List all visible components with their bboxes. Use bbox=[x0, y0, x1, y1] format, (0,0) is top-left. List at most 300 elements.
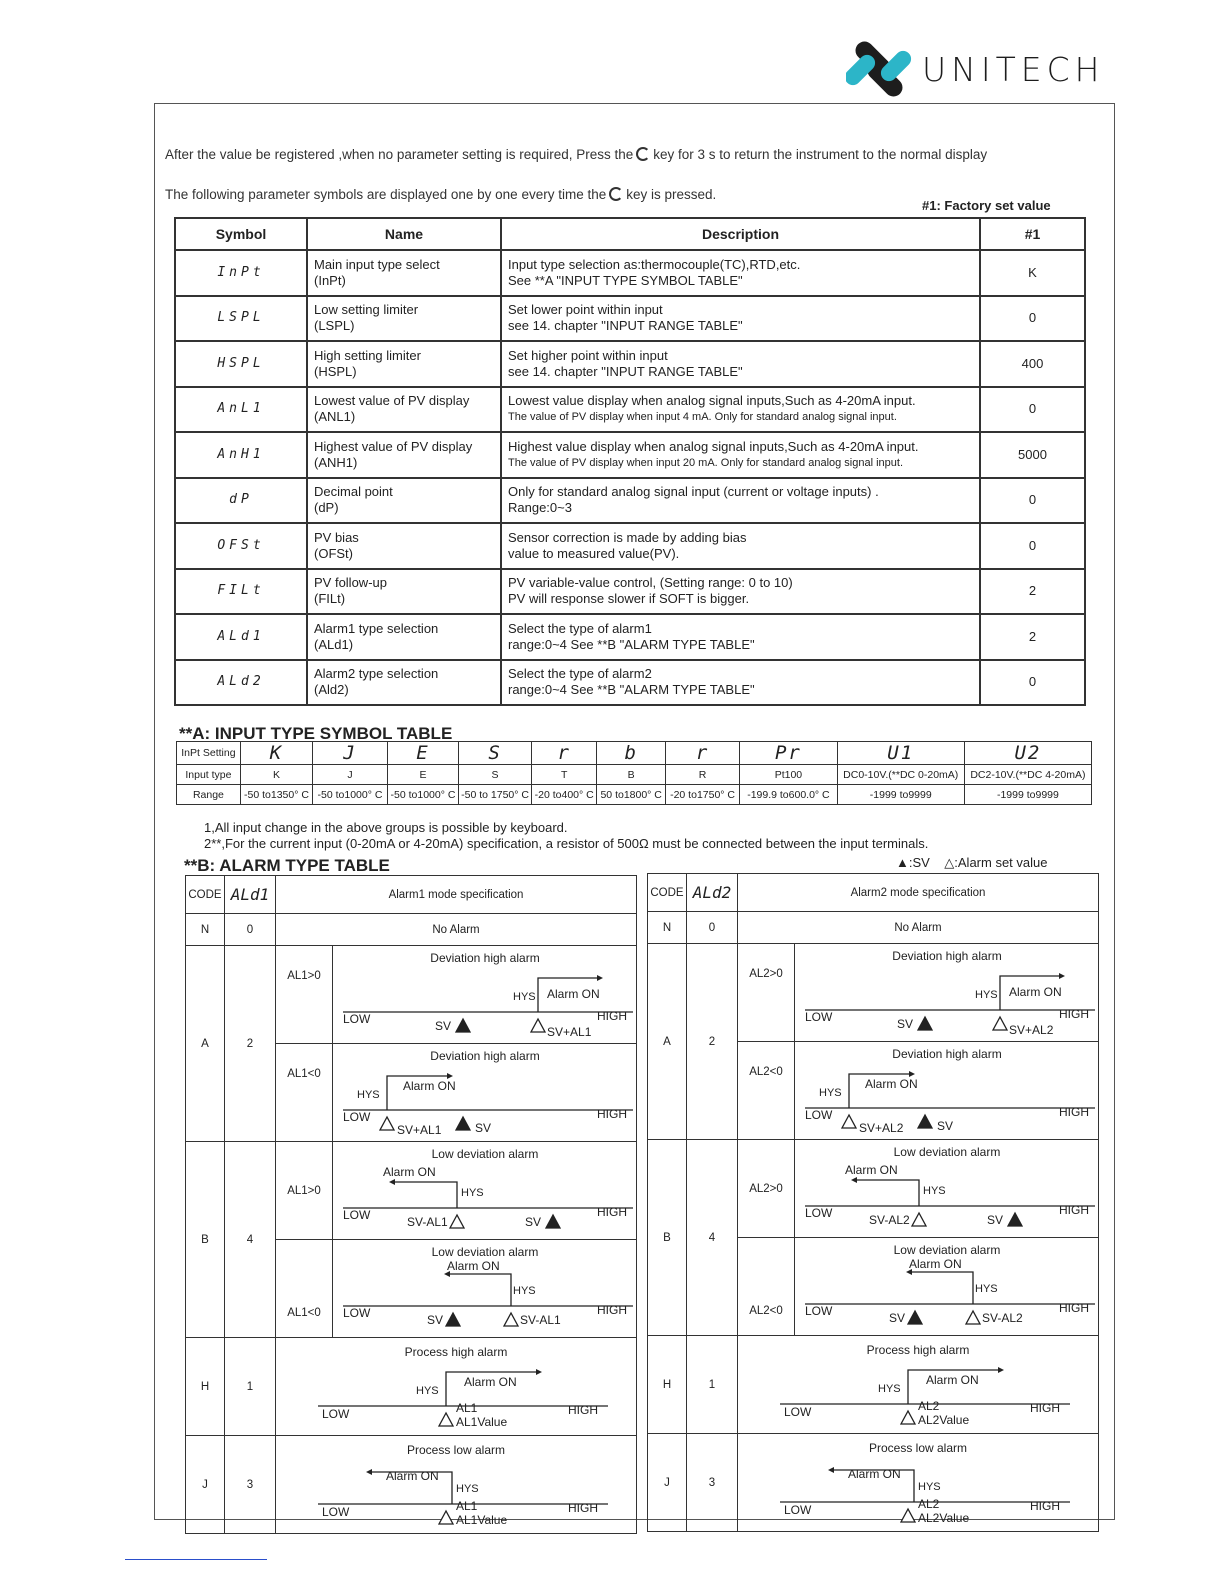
diagram-cell bbox=[795, 1238, 1099, 1336]
input-cell: -20 to400° C bbox=[531, 785, 596, 805]
diagram-label: LOW bbox=[342, 1110, 370, 1124]
input-cell: Pt100 bbox=[740, 765, 838, 785]
diagram-label: HYS bbox=[918, 1481, 941, 1493]
diagram-label: HIGH bbox=[1058, 1203, 1089, 1217]
description-cell bbox=[501, 387, 980, 433]
diagram-cell bbox=[333, 1240, 637, 1338]
alarm-marker-icon bbox=[450, 1215, 464, 1228]
condition-cell: AL1<0 bbox=[276, 1044, 333, 1142]
condition-cell: AL2>0 bbox=[738, 944, 795, 1042]
input-cell: r bbox=[531, 742, 596, 765]
diagram-label: Alarm ON bbox=[1008, 985, 1062, 999]
condition-cell: AL1>0 bbox=[276, 1142, 333, 1240]
input-cell: DC0-10V.(**DC 0-20mA) bbox=[837, 765, 964, 785]
col-header: #1 bbox=[980, 218, 1085, 250]
table-row bbox=[175, 569, 1085, 615]
diagram-label: HYS bbox=[456, 1483, 479, 1495]
diagram-cell bbox=[738, 1434, 1099, 1532]
symbol-cell: ALd2 bbox=[175, 660, 307, 706]
symbol-cell: dP bbox=[175, 478, 307, 524]
alarm-marker-icon bbox=[842, 1115, 856, 1128]
table-header-row bbox=[175, 218, 1085, 250]
sv-marker-icon bbox=[456, 1019, 470, 1032]
deviation-alarm-diagram bbox=[797, 1042, 1097, 1136]
code-cell: A bbox=[186, 946, 225, 1142]
sv-marker-icon bbox=[446, 1313, 460, 1326]
name-line: PV bias bbox=[314, 529, 359, 545]
name-line: Main input type select bbox=[314, 256, 440, 272]
alarm-marker-icon bbox=[993, 1017, 1007, 1030]
diagram-label: Process low alarm bbox=[406, 1443, 506, 1457]
condition-cell: AL2<0 bbox=[738, 1238, 795, 1336]
input-table-row bbox=[177, 765, 1092, 785]
intro-text: key is pressed. bbox=[626, 187, 717, 202]
description-line: range:0~4 See **B "ALARM TYPE TABLE" bbox=[508, 636, 755, 652]
description-line: PV will response slower if SOFT is bigger. bbox=[508, 591, 750, 607]
name-cell bbox=[307, 614, 501, 660]
input-cell: S bbox=[459, 742, 532, 765]
diagram-label: Alarm ON bbox=[402, 1079, 456, 1093]
diagram-label: AL2Value bbox=[918, 1511, 970, 1525]
table-row bbox=[175, 614, 1085, 660]
diagram-label: SV bbox=[474, 1121, 491, 1135]
alarm-marker-icon bbox=[912, 1213, 926, 1226]
diagram-label: LOW bbox=[804, 1304, 832, 1318]
symbol-cell: InPt bbox=[175, 250, 307, 296]
code-cell: J bbox=[186, 1436, 225, 1534]
table-row bbox=[175, 387, 1085, 433]
description-cell bbox=[501, 569, 980, 615]
input-cell: r bbox=[665, 742, 739, 765]
sv-marker-icon bbox=[918, 1017, 932, 1030]
intro-text: key for 3 s to return the instrument to the normal display bbox=[653, 147, 988, 162]
diagram-label: Alarm ON bbox=[864, 1077, 918, 1091]
code-cell: A bbox=[648, 944, 687, 1140]
input-cell: -50 to1000° C bbox=[387, 785, 458, 805]
name-line: PV follow-up bbox=[314, 575, 387, 591]
diagram-label: HYS bbox=[974, 989, 998, 1001]
diagram-label: SV+AL1 bbox=[396, 1123, 441, 1137]
num-cell: 2 bbox=[687, 944, 738, 1140]
description-cell bbox=[501, 250, 980, 296]
description-cell bbox=[501, 660, 980, 706]
diagram-label: LOW bbox=[784, 1503, 812, 1517]
input-cell: -199.9 to600.0° C bbox=[740, 785, 838, 805]
legend-sv: ▲:SV bbox=[896, 855, 930, 870]
description-cell bbox=[501, 296, 980, 342]
description-line: Select the type of alarm2 bbox=[508, 666, 652, 682]
rotate-key-icon bbox=[636, 147, 650, 161]
input-cell: -1999 to9999 bbox=[837, 785, 964, 805]
sv-marker-icon bbox=[1008, 1213, 1022, 1226]
brand-name: UNITECH bbox=[922, 50, 1105, 89]
diagram-label: LOW bbox=[322, 1505, 350, 1519]
diagram-label: SV+AL2 bbox=[1008, 1023, 1053, 1037]
process-alarm-diagram bbox=[278, 1436, 634, 1530]
diagram-label: HIGH bbox=[596, 1303, 627, 1317]
footer-link-line bbox=[125, 1559, 267, 1560]
input-cell: -50 to1000° C bbox=[313, 785, 388, 805]
input-cell: U2 bbox=[964, 742, 1091, 765]
diagram-cell bbox=[276, 1338, 637, 1436]
diagram-label: HYS bbox=[460, 1187, 484, 1199]
diagram-label: HIGH bbox=[596, 1009, 627, 1023]
description-line: Range:0~3 bbox=[508, 500, 572, 516]
note-2: 2**,For the current input (0-20mA or 4-20mA) specification, a resistor of 500Ω must be connected between the input terminals. bbox=[204, 836, 929, 851]
row-label: Input type bbox=[177, 765, 241, 785]
name-line: Decimal point bbox=[314, 484, 393, 500]
input-cell: E bbox=[387, 742, 458, 765]
input-cell: -20 to1750° C bbox=[665, 785, 739, 805]
note-1: 1,All input change in the above groups is possible by keyboard. bbox=[204, 820, 568, 835]
diagram-label: Low deviation alarm bbox=[431, 1147, 538, 1161]
diagram-label: LOW bbox=[342, 1208, 370, 1222]
input-cell: R bbox=[665, 765, 739, 785]
alarm-marker-icon bbox=[531, 1019, 545, 1032]
symbol-cell: LSPL bbox=[175, 296, 307, 342]
name-code: (ALd1) bbox=[314, 636, 354, 652]
description-line: See **A "INPUT TYPE SYMBOL TABLE" bbox=[508, 272, 743, 288]
symbol-cell: ALd1 bbox=[175, 614, 307, 660]
name-line: Lowest value of PV display bbox=[314, 393, 470, 409]
diagram-label: Process low alarm bbox=[868, 1441, 968, 1455]
num-cell: 0 bbox=[687, 912, 738, 944]
name-line: Highest value of PV display bbox=[314, 438, 473, 454]
factory-note: #1: Factory set value bbox=[922, 198, 1051, 213]
description-line: Input type selection as:thermocouple(TC),RTD,etc. bbox=[508, 256, 801, 272]
input-cell: DC2-10V.(**DC 4-20mA) bbox=[964, 765, 1091, 785]
input-type-table bbox=[176, 741, 1092, 805]
deviation-alarm-diagram bbox=[335, 1142, 635, 1236]
diagram-label: LOW bbox=[804, 1108, 832, 1122]
sv-marker-icon bbox=[918, 1115, 932, 1128]
symbol-cell: OFSt bbox=[175, 523, 307, 569]
factory-value-cell: 0 bbox=[980, 478, 1085, 524]
input-cell: J bbox=[313, 742, 388, 765]
name-code: (ANH1) bbox=[314, 454, 358, 470]
condition-cell: AL2>0 bbox=[738, 1140, 795, 1238]
table-row bbox=[175, 478, 1085, 524]
input-cell: J bbox=[313, 765, 388, 785]
name-code: (InPt) bbox=[314, 272, 346, 288]
diagram-label: HIGH bbox=[1030, 1499, 1060, 1513]
no-alarm-cell: No Alarm bbox=[276, 914, 637, 946]
process-alarm-diagram bbox=[740, 1434, 1096, 1528]
notes bbox=[204, 820, 928, 852]
factory-value-cell: 0 bbox=[980, 296, 1085, 342]
diagram-label: LOW bbox=[322, 1407, 350, 1421]
diagram-label: AL1 bbox=[456, 1401, 478, 1415]
diagram-cell bbox=[795, 1042, 1099, 1140]
table-row bbox=[175, 660, 1085, 706]
sv-marker-icon bbox=[908, 1311, 922, 1324]
name-code: (FILt) bbox=[314, 591, 346, 607]
num-cell: 4 bbox=[687, 1140, 738, 1336]
diagram-label: AL1 bbox=[456, 1499, 478, 1513]
diagram-label: LOW bbox=[342, 1012, 370, 1026]
input-cell: 50 to1800° C bbox=[597, 785, 666, 805]
condition-cell: AL2<0 bbox=[738, 1042, 795, 1140]
factory-value-cell: 2 bbox=[980, 614, 1085, 660]
name-code: (ANL1) bbox=[314, 409, 356, 425]
process-alarm-diagram bbox=[278, 1338, 634, 1432]
legend bbox=[896, 855, 1047, 871]
diagram-cell bbox=[738, 1336, 1099, 1434]
process-alarm-diagram bbox=[740, 1336, 1096, 1430]
diagram-label: Alarm ON bbox=[908, 1257, 962, 1271]
alarm-marker-icon bbox=[504, 1313, 518, 1326]
alarm-table bbox=[647, 873, 1099, 1532]
alarm-marker-icon bbox=[901, 1411, 915, 1424]
factory-value-cell: 400 bbox=[980, 341, 1085, 387]
row-label: Range bbox=[177, 785, 241, 805]
code-header: CODE bbox=[648, 874, 687, 912]
name-cell bbox=[307, 523, 501, 569]
diagram-label: HIGH bbox=[596, 1107, 627, 1121]
spec-header: Alarm1 mode specification bbox=[276, 876, 637, 914]
description-line: Sensor correction is made by adding bias bbox=[508, 529, 747, 545]
diagram-label: HYS bbox=[512, 991, 536, 1003]
diagram-label: LOW bbox=[784, 1405, 812, 1419]
input-cell: K bbox=[240, 742, 312, 765]
diagram-label: HYS bbox=[416, 1385, 439, 1397]
num-cell: 0 bbox=[225, 914, 276, 946]
factory-value-cell: 0 bbox=[980, 387, 1085, 433]
code-cell: N bbox=[186, 914, 225, 946]
input-cell: S bbox=[459, 765, 532, 785]
name-code: (dP) bbox=[314, 500, 339, 516]
description-line: Set higher point within input bbox=[508, 347, 668, 363]
table-row bbox=[175, 250, 1085, 296]
table-row bbox=[175, 341, 1085, 387]
diagram-cell bbox=[276, 1436, 637, 1534]
alarm-marker-icon bbox=[439, 1511, 453, 1524]
code-cell: H bbox=[186, 1338, 225, 1436]
unitech-logo-mark-icon bbox=[846, 34, 920, 104]
factory-value-cell: K bbox=[980, 250, 1085, 296]
num-cell: 3 bbox=[225, 1436, 276, 1534]
diagram-label: LOW bbox=[342, 1306, 370, 1320]
input-cell: K bbox=[240, 765, 312, 785]
diagram-label: AL2Value bbox=[918, 1413, 970, 1427]
rotate-key-icon bbox=[609, 187, 623, 201]
deviation-alarm-diagram bbox=[797, 1140, 1097, 1234]
diagram-label: Low deviation alarm bbox=[893, 1145, 1000, 1159]
code-cell: H bbox=[648, 1336, 687, 1434]
description-line: Highest value display when analog signal inputs,Such as 4-20mA input. bbox=[508, 438, 919, 454]
deviation-alarm-diagram bbox=[335, 946, 635, 1040]
table-row bbox=[175, 432, 1085, 478]
name-line: Alarm1 type selection bbox=[314, 620, 439, 636]
diagram-label: Alarm ON bbox=[464, 1375, 517, 1389]
description-line: The value of PV display when input 4 mA. Only for standard analog signal input. bbox=[508, 411, 897, 424]
diagram-label: HYS bbox=[818, 1087, 842, 1099]
input-cell: b bbox=[597, 742, 666, 765]
diagram-label: Process high alarm bbox=[404, 1345, 508, 1359]
legend-alarm: △:Alarm set value bbox=[944, 855, 1048, 870]
name-cell bbox=[307, 250, 501, 296]
diagram-label: HIGH bbox=[1058, 1007, 1089, 1021]
diagram-label: Deviation high alarm bbox=[891, 949, 1002, 963]
factory-value-cell: 0 bbox=[980, 523, 1085, 569]
diagram-label: LOW bbox=[804, 1206, 832, 1220]
name-cell bbox=[307, 296, 501, 342]
diagram-label: HIGH bbox=[1030, 1401, 1060, 1415]
diagram-label: SV-AL2 bbox=[981, 1311, 1023, 1325]
intro-line-2 bbox=[165, 187, 716, 202]
diagram-cell bbox=[333, 1044, 637, 1142]
symbol-header: ALd1 bbox=[225, 876, 276, 914]
col-header: Description bbox=[501, 218, 980, 250]
name-code: (Ald2) bbox=[314, 682, 349, 698]
diagram-cell bbox=[333, 946, 637, 1044]
diagram-label: HIGH bbox=[596, 1205, 627, 1219]
diagram-label: SV-AL2 bbox=[868, 1213, 910, 1227]
num-cell: 2 bbox=[225, 946, 276, 1142]
diagram-label: Alarm ON bbox=[926, 1373, 979, 1387]
diagram-label: AL2 bbox=[918, 1399, 940, 1413]
code-cell: J bbox=[648, 1434, 687, 1532]
description-line: Select the type of alarm1 bbox=[508, 620, 652, 636]
input-cell: U1 bbox=[837, 742, 964, 765]
name-code: (LSPL) bbox=[314, 318, 355, 334]
alarm-marker-icon bbox=[901, 1509, 915, 1522]
diagram-label: Deviation high alarm bbox=[891, 1047, 1002, 1061]
diagram-label: HIGH bbox=[1058, 1105, 1089, 1119]
diagram-label: Alarm ON bbox=[446, 1259, 500, 1273]
description-line: Lowest value display when analog signal inputs,Such as 4-20mA input. bbox=[508, 393, 916, 409]
diagram-label: SV bbox=[888, 1311, 905, 1325]
deviation-alarm-diagram bbox=[335, 1044, 635, 1138]
name-line: High setting limiter bbox=[314, 347, 421, 363]
diagram-label: SV bbox=[426, 1313, 443, 1327]
diagram-label: HIGH bbox=[568, 1501, 598, 1515]
symbol-header: ALd2 bbox=[687, 874, 738, 912]
num-cell: 1 bbox=[687, 1336, 738, 1434]
diagram-cell bbox=[333, 1142, 637, 1240]
num-cell: 4 bbox=[225, 1142, 276, 1338]
diagram-label: Alarm ON bbox=[382, 1165, 436, 1179]
description-line: value to measured value(PV). bbox=[508, 545, 680, 561]
symbol-cell: FILt bbox=[175, 569, 307, 615]
factory-value-cell: 2 bbox=[980, 569, 1085, 615]
input-table-row bbox=[177, 785, 1092, 805]
diagram-label: SV bbox=[896, 1017, 913, 1031]
alarm-table bbox=[185, 875, 637, 1534]
num-cell: 1 bbox=[225, 1338, 276, 1436]
diagram-label: Process high alarm bbox=[866, 1343, 970, 1357]
description-cell bbox=[501, 478, 980, 524]
diagram-label: HYS bbox=[878, 1383, 901, 1395]
table-row bbox=[175, 296, 1085, 342]
diagram-label: Deviation high alarm bbox=[429, 1049, 540, 1063]
description-line: see 14. chapter "INPUT RANGE TABLE" bbox=[508, 363, 743, 379]
alarm-marker-icon bbox=[439, 1413, 453, 1426]
diagram-cell bbox=[795, 944, 1099, 1042]
alarm-table-title: **B: ALARM TYPE TABLE bbox=[184, 856, 390, 875]
input-cell: -1999 to9999 bbox=[964, 785, 1091, 805]
diagram-label: SV bbox=[524, 1215, 541, 1229]
factory-value-cell: 5000 bbox=[980, 432, 1085, 478]
alarm-marker-icon bbox=[380, 1117, 394, 1130]
code-cell: B bbox=[186, 1142, 225, 1338]
name-line: Low setting limiter bbox=[314, 302, 419, 318]
row-label: InPt Setting bbox=[177, 742, 241, 765]
name-cell bbox=[307, 660, 501, 706]
diagram-label: Low deviation alarm bbox=[431, 1245, 538, 1259]
diagram-label: Deviation high alarm bbox=[429, 951, 540, 965]
input-cell: -50 to1350° C bbox=[240, 785, 312, 805]
diagram-label: Alarm ON bbox=[848, 1467, 901, 1481]
factory-value-cell: 0 bbox=[980, 660, 1085, 706]
diagram-label: Alarm ON bbox=[386, 1469, 439, 1483]
symbol-cell: HSPL bbox=[175, 341, 307, 387]
diagram-label: Alarm ON bbox=[546, 987, 600, 1001]
name-line: Alarm2 type selection bbox=[314, 666, 439, 682]
table-row bbox=[175, 523, 1085, 569]
symbol-cell: AnH1 bbox=[175, 432, 307, 478]
name-code: (HSPL) bbox=[314, 363, 357, 379]
intro-text: The following parameter symbols are displayed one by one every time the bbox=[165, 187, 607, 202]
diagram-label: AL1Value bbox=[456, 1513, 508, 1527]
description-line: PV variable-value control, (Setting range: 0 to 10) bbox=[508, 575, 793, 591]
name-cell bbox=[307, 341, 501, 387]
condition-cell: AL1>0 bbox=[276, 946, 333, 1044]
intro-line-1 bbox=[165, 147, 987, 162]
col-header: Symbol bbox=[175, 218, 307, 250]
diagram-label: SV bbox=[936, 1119, 953, 1133]
no-alarm-cell: No Alarm bbox=[738, 912, 1099, 944]
description-line: Only for standard analog signal input (current or voltage inputs) . bbox=[508, 484, 879, 500]
name-cell bbox=[307, 478, 501, 524]
diagram-label: SV bbox=[986, 1213, 1003, 1227]
sv-marker-icon bbox=[456, 1117, 470, 1130]
deviation-alarm-diagram bbox=[797, 944, 1097, 1038]
description-cell bbox=[501, 614, 980, 660]
input-cell: Pr bbox=[740, 742, 838, 765]
symbol-cell: AnL1 bbox=[175, 387, 307, 433]
diagram-label: HYS bbox=[922, 1185, 946, 1197]
diagram-label: HIGH bbox=[1058, 1301, 1089, 1315]
diagram-label: SV bbox=[434, 1019, 451, 1033]
name-code: (OFSt) bbox=[314, 545, 353, 561]
description-cell bbox=[501, 341, 980, 387]
diagram-label: HYS bbox=[356, 1089, 380, 1101]
diagram-label: SV-AL1 bbox=[519, 1313, 561, 1327]
code-cell: N bbox=[648, 912, 687, 944]
description-line: see 14. chapter "INPUT RANGE TABLE" bbox=[508, 318, 743, 334]
intro-text: After the value be registered ,when no parameter setting is required, Press the bbox=[165, 147, 634, 162]
deviation-alarm-diagram bbox=[797, 1238, 1097, 1332]
sv-marker-icon bbox=[546, 1215, 560, 1228]
parameter-table bbox=[174, 217, 1086, 706]
diagram-label: Low deviation alarm bbox=[893, 1243, 1000, 1257]
diagram-label: HYS bbox=[512, 1285, 536, 1297]
input-table-row bbox=[177, 742, 1092, 765]
col-header: Name bbox=[307, 218, 501, 250]
diagram-label: AL1Value bbox=[456, 1415, 508, 1429]
diagram-label: Alarm ON bbox=[844, 1163, 898, 1177]
description-line: Set lower point within input bbox=[508, 302, 663, 318]
alarm-marker-icon bbox=[966, 1311, 980, 1324]
diagram-label: SV+AL1 bbox=[546, 1025, 591, 1039]
input-cell: B bbox=[597, 765, 666, 785]
diagram-cell bbox=[795, 1140, 1099, 1238]
name-cell bbox=[307, 569, 501, 615]
description-line: The value of PV display when input 20 mA. Only for standard analog signal input. bbox=[508, 456, 904, 469]
description-cell bbox=[501, 523, 980, 569]
diagram-label: SV+AL2 bbox=[858, 1121, 903, 1135]
